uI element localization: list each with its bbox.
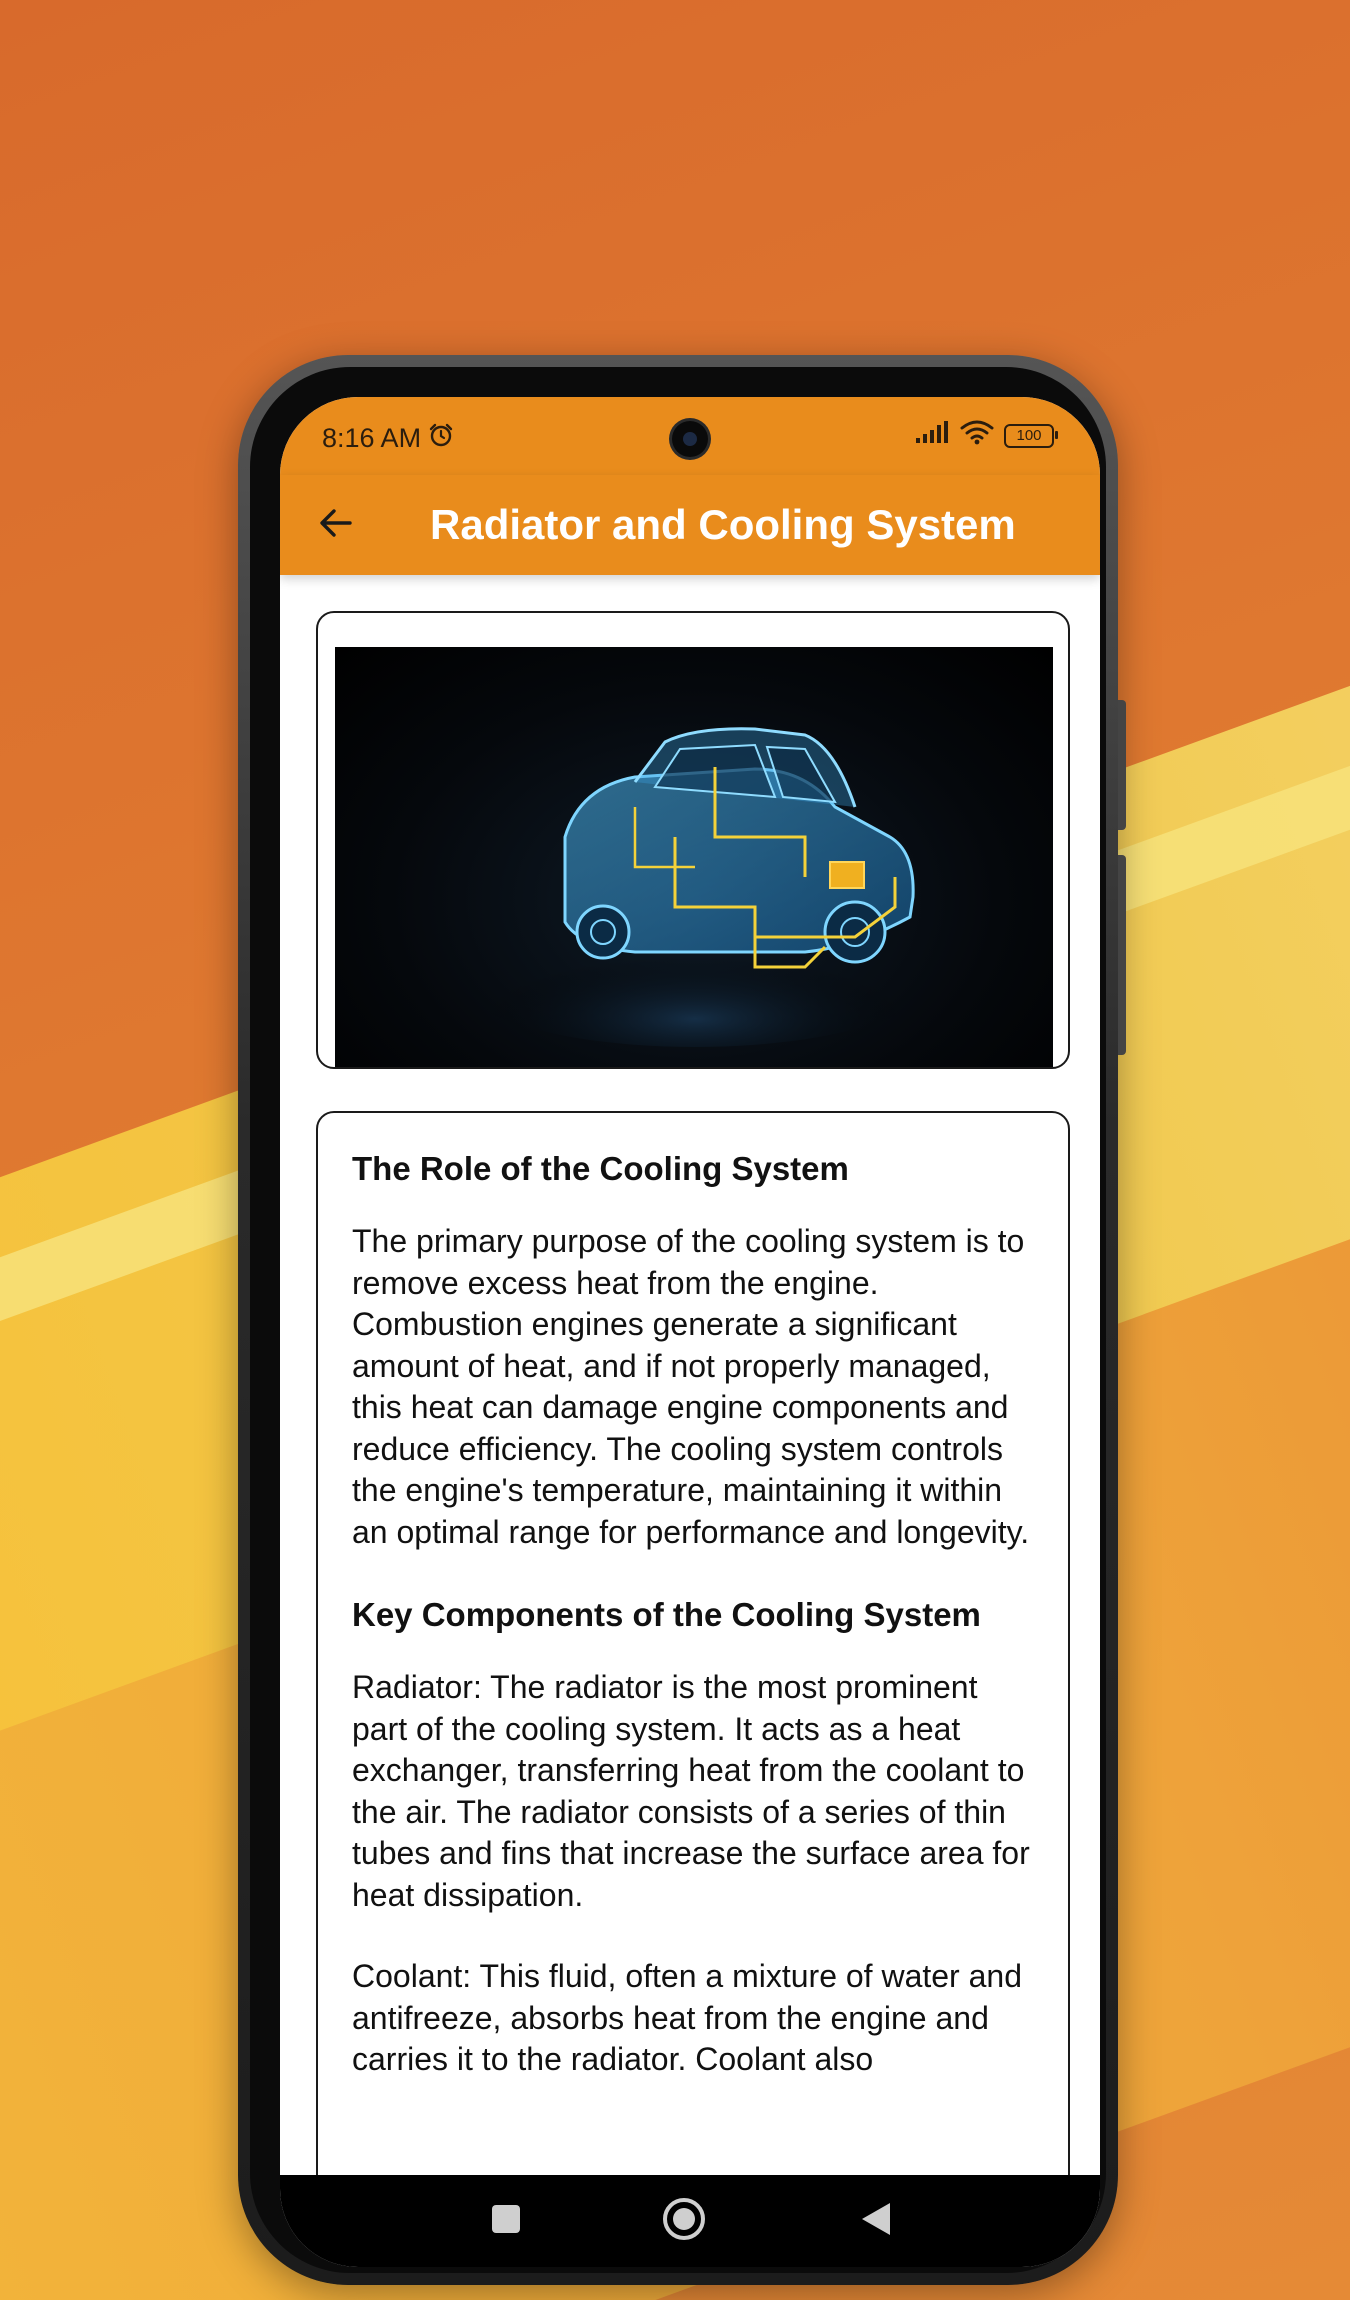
back-button[interactable] [310,499,362,551]
volume-button [1118,700,1126,830]
article-card [316,1111,1070,2175]
signal-icon [914,420,950,451]
section-paragraph: The primary purpose of the cooling system is to remove excess heat from the engine. Combustion engines generate a significant amount of heat, and if not properly managed, this heat can damage engine components and reduce efficiency. The cooling system controls the engine's temperature, maintaining it within an optimal range for performance and longevity. [352,1223,1030,1550]
wifi-icon [960,419,994,452]
alarm-icon [427,421,455,456]
phone-frame [238,355,1118,2285]
app-bar [280,475,1100,575]
section-paragraph: Radiator: The radiator is the most prominent part of the cooling system. It acts as a heat exchanger, transferring heat from the coolant to the air. The radiator consists of a series of thin tubes and fins that increase the surface area for heat dissipation. [352,1669,1030,1913]
status-time: 8:16 AM [322,423,422,453]
battery-level: 100 [1016,427,1042,444]
front-camera [672,421,708,457]
back-triangle-icon [860,2201,892,2242]
article-content[interactable] [280,575,1100,2175]
image-card [316,611,1070,1069]
battery-icon [1004,424,1054,448]
car-cooling-image [335,647,1053,1067]
recents-square-icon [491,2204,521,2239]
arrow-left-icon [317,504,355,547]
phone-screen [280,397,1100,2267]
section-heading: Key Components of the Cooling System [352,1596,981,1633]
nav-back-button[interactable] [856,2201,896,2241]
status-bar [280,397,1100,475]
status-time-group [322,421,455,456]
recents-button[interactable] [486,2201,526,2241]
page-title: Radiator and Cooling System [430,501,1016,548]
home-circle-icon [662,2197,706,2246]
home-button[interactable] [664,2201,704,2241]
section-heading: The Role of the Cooling System [352,1150,849,1187]
system-nav-bar [280,2175,1100,2267]
power-button [1118,855,1126,1055]
phone-bezel [250,367,1106,2273]
section-paragraph: Coolant: This fluid, often a mixture of water and antifreeze, absorbs heat from the engine and carries it to the radiator. Coolant also [352,1958,1022,2077]
status-icons [914,419,1054,452]
